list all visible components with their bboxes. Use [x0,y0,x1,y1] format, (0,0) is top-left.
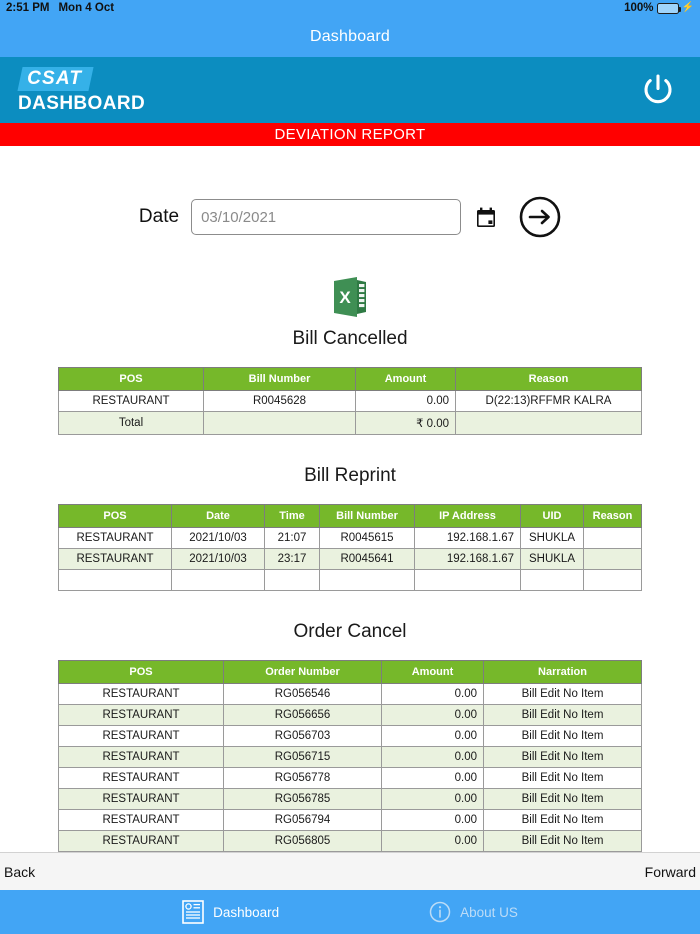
power-button[interactable] [636,68,680,112]
table-row [59,705,642,726]
status-bar-date: Mon 4 Oct [58,2,115,15]
cell-total-amount: ₹ 0.00 [356,412,456,435]
cell-amount: 0.00 [382,810,484,831]
table-row [59,391,642,412]
cell-pos: RESTAURANT [59,684,224,705]
cell-bill-number [320,570,415,591]
cell-amount: 0.00 [382,684,484,705]
cell-pos: RESTAURANT [59,391,204,412]
column-header: Narration [484,661,642,684]
back-button[interactable]: Back [4,863,36,880]
cell-blank [204,412,356,435]
cell-amount: 0.00 [382,747,484,768]
column-header: Order Number [224,661,382,684]
cell-pos: RESTAURANT [59,831,224,852]
bottom-tab-bar [0,890,700,934]
column-header: Reason [584,505,642,528]
cell-pos: RESTAURANT [59,747,224,768]
calendar-icon [476,207,496,228]
report-document-icon [182,900,204,924]
submit-date-button[interactable] [519,196,561,238]
cell-narration: Bill Edit No Item [484,747,642,768]
ios-status-bar [0,0,700,16]
table-row [59,768,642,789]
browser-nav-toolbar [0,852,700,890]
page-banner [0,123,700,147]
column-header: Bill Number [320,505,415,528]
cell-pos: RESTAURANT [59,705,224,726]
brand-header [0,57,700,123]
table-row [59,684,642,705]
cell-narration: Bill Edit No Item [484,789,642,810]
cell-ip-address: 192.168.1.67 [415,528,521,549]
table-row [59,831,642,852]
tab-dashboard[interactable] [182,900,279,924]
info-circle-icon [429,901,451,923]
cell-amount: 0.00 [382,705,484,726]
cell-order-number: RG056785 [224,789,382,810]
cell-pos: RESTAURANT [59,726,224,747]
cell-date: 2021/10/03 [172,549,265,570]
cell-time: 21:07 [265,528,320,549]
table-row [59,726,642,747]
banner-title: DEVIATION REPORT [274,126,426,144]
status-bar-left [6,2,114,14]
logo-csat-badge [17,67,93,91]
cell-time [265,570,320,591]
cell-blank [456,412,642,435]
export-excel-button[interactable] [0,272,700,322]
svg-text:X: X [339,288,351,308]
logo-csat-text: CSAT [27,67,83,89]
cell-reason [584,549,642,570]
section-title-order-cancel: Order Cancel [293,621,407,643]
column-header: Bill Number [204,368,356,391]
tab-about-us-label: About US [460,904,518,920]
nav-bar-title: Dashboard [309,27,391,45]
cell-amount: 0.00 [356,391,456,412]
cell-order-number: RG056794 [224,810,382,831]
status-bar-right [624,2,694,14]
calendar-picker-button[interactable] [473,202,499,232]
date-label: Date [138,206,180,228]
nav-bar [0,16,700,56]
cell-narration: Bill Edit No Item [484,684,642,705]
column-header: Amount [382,661,484,684]
cell-amount: 0.00 [382,726,484,747]
table-row-total [59,412,642,435]
cell-order-number: RG056715 [224,747,382,768]
column-header: POS [59,368,204,391]
table-order-cancel [58,660,642,852]
battery-icon [657,3,679,14]
cell-narration: Bill Edit No Item [484,768,642,789]
table-bill-cancelled [58,367,642,435]
cell-narration: Bill Edit No Item [484,705,642,726]
cell-pos: RESTAURANT [59,810,224,831]
cell-pos: RESTAURANT [59,528,172,549]
column-header: IP Address [415,505,521,528]
cell-pos: RESTAURANT [59,549,172,570]
cell-date: 2021/10/03 [172,528,265,549]
cell-order-number: RG056656 [224,705,382,726]
table-row [59,528,642,549]
cell-total-label: Total [59,412,204,435]
cell-pos: RESTAURANT [59,768,224,789]
column-header: UID [521,505,584,528]
cell-amount: 0.00 [382,768,484,789]
column-header: Date [172,505,265,528]
cell-order-number: RG056778 [224,768,382,789]
cell-narration: Bill Edit No Item [484,726,642,747]
arrow-right-circle-icon [519,196,561,238]
column-header: Time [265,505,320,528]
table-row-empty [59,570,642,591]
date-filter-row [0,196,700,238]
forward-button[interactable]: Forward [644,863,696,880]
power-icon [639,71,677,109]
tab-about-us[interactable] [429,901,518,923]
cell-date [172,570,265,591]
cell-bill-number: R0045615 [320,528,415,549]
table-header-row [59,368,642,391]
cell-reason [584,570,642,591]
excel-file-icon [325,272,375,322]
cell-pos: RESTAURANT [59,789,224,810]
app-logo [18,67,145,113]
cell-reason [584,528,642,549]
cell-narration: Bill Edit No Item [484,810,642,831]
tab-dashboard-label: Dashboard [213,904,280,920]
cell-uid: SHUKLA [521,528,584,549]
cell-order-number: RG056805 [224,831,382,852]
table-row [59,747,642,768]
battery-percent-label: 100% [624,2,654,15]
table-row [59,789,642,810]
cell-bill-number: R0045628 [204,391,356,412]
cell-amount: 0.00 [382,831,484,852]
cell-amount: 0.00 [382,789,484,810]
section-title-bill-cancelled: Bill Cancelled [292,328,408,350]
column-header: Reason [456,368,642,391]
date-input[interactable] [191,199,461,235]
table-header-row [59,661,642,684]
table-row [59,810,642,831]
table-row [59,549,642,570]
cell-uid: SHUKLA [521,549,584,570]
table-bill-reprint [58,504,642,591]
column-header: POS [59,661,224,684]
cell-pos [59,570,172,591]
section-title-bill-reprint: Bill Reprint [304,465,396,487]
status-bar-time: 2:51 PM [6,2,50,15]
table-header-row [59,505,642,528]
cell-order-number: RG056546 [224,684,382,705]
cell-narration: Bill Edit No Item [484,831,642,852]
cell-time: 23:17 [265,549,320,570]
cell-ip-address: 192.168.1.67 [415,549,521,570]
column-header: Amount [356,368,456,391]
column-header: POS [59,505,172,528]
cell-bill-number: R0045641 [320,549,415,570]
logo-dashboard-text: DASHBOARD [18,92,146,114]
cell-reason: D(22:13)RFFMR KALRA [456,391,642,412]
cell-uid [521,570,584,591]
cell-order-number: RG056703 [224,726,382,747]
lightning-bolt-icon: ⚡ [681,2,694,14]
report-content [0,146,700,852]
cell-ip-address [415,570,521,591]
